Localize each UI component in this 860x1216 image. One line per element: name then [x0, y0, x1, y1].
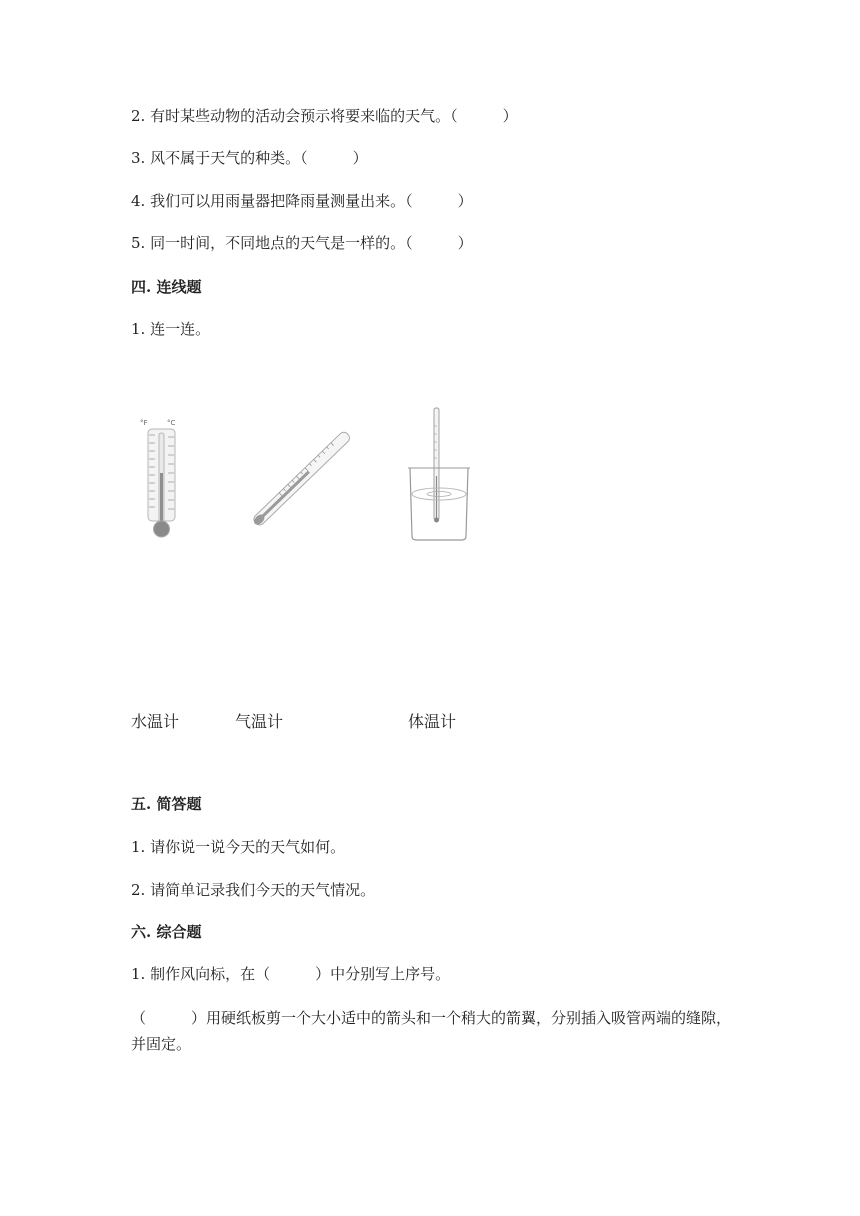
section-title-comprehensive: 六. 综合题: [131, 923, 202, 941]
label-water-thermometer: 水温计: [131, 712, 180, 731]
question-short-answer-1: 1. 请你说一说今天的天气如何。: [131, 838, 346, 856]
judgement-item-4: 4. 我们可以用雨量器把降雨量测量出来。（ ）: [131, 192, 473, 210]
fahrenheit-label: °F: [140, 419, 148, 427]
section-title-matching: 四. 连线题: [131, 278, 202, 296]
celsius-label: °C: [167, 419, 176, 427]
wall-thermometer-image: [136, 415, 186, 545]
label-body-thermometer: 体温计: [408, 712, 457, 731]
question-comprehensive-step: （ ）用硬纸板剪一个大小适中的箭头和一个稍大的箭翼，分别插入吸管两端的缝隙，并固定。: [131, 1009, 732, 1053]
section-title-short-answer: 五. 简答题: [131, 795, 202, 813]
question-comprehensive-1: 1. 制作风向标，在（ ）中分别写上序号。: [131, 965, 451, 983]
question-short-answer-2: 2. 请简单记录我们今天的天气情况。: [131, 881, 376, 899]
judgement-item-3: 3. 风不属于天气的种类。（ ）: [131, 149, 368, 167]
judgement-item-5: 5. 同一时间，不同地点的天气是一样的。（ ）: [131, 234, 473, 252]
clinical-thermometer-image: [236, 413, 368, 545]
water-thermometer-beaker-image: [404, 406, 474, 546]
question-matching-1: 1. 连一连。: [131, 320, 211, 338]
label-air-thermometer: 气温计: [235, 712, 284, 731]
judgement-item-2: 2. 有时某些动物的活动会预示将要来临的天气。（ ）: [131, 107, 518, 125]
